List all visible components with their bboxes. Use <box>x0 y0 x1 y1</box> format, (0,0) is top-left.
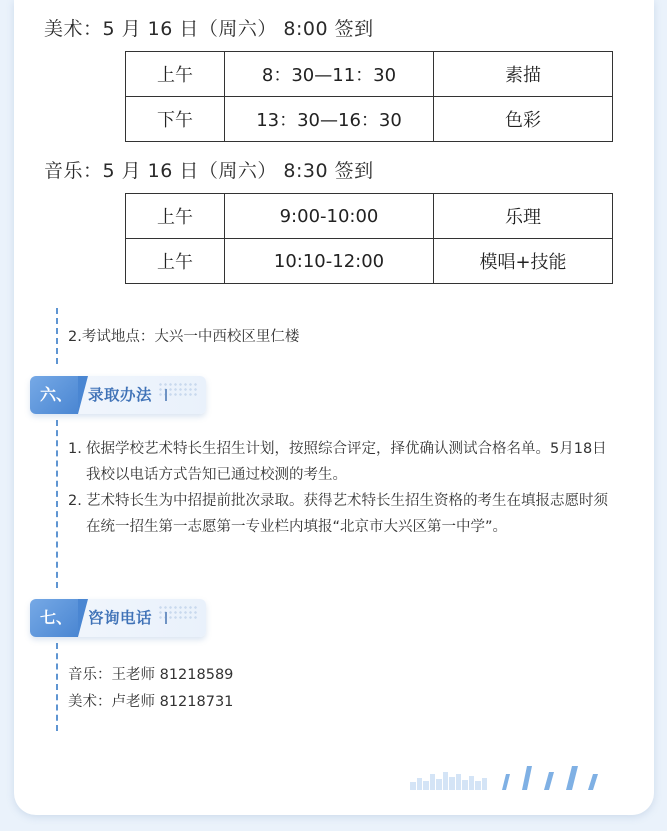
subject-cell: 乐理 <box>434 194 613 239</box>
section-title: 录取办法 <box>88 386 153 404</box>
list-item-text: 依据学校艺术特长生招生计划，按照综合评定，择优确认测试合格名单。5月18日我校以电话方式告知已通过校测的考生。 <box>86 441 607 483</box>
table-row <box>126 239 613 284</box>
badge-tail-decoration <box>78 599 88 637</box>
period-cell: 上午 <box>126 52 225 97</box>
period-cell: 下午 <box>126 97 225 142</box>
section-title: 咨询电话 <box>88 609 153 627</box>
table-row <box>126 194 613 239</box>
admission-rules-list <box>68 436 613 540</box>
dot-pattern-decoration <box>158 605 198 619</box>
subject-cell: 模唱+技能 <box>434 239 613 284</box>
subject-cell: 色彩 <box>434 97 613 142</box>
list-item <box>68 488 613 540</box>
period-cell: 上午 <box>126 239 225 284</box>
table-row <box>126 52 613 97</box>
dashed-guide <box>56 420 58 588</box>
list-item <box>68 436 613 488</box>
title-divider <box>165 389 167 401</box>
time-cell: 9:00-10:00 <box>225 194 434 239</box>
list-number: 2. <box>68 493 82 509</box>
title-divider <box>165 612 167 624</box>
contact-music: 音乐：王老师 81218589 <box>68 667 234 683</box>
subject-cell: 素描 <box>434 52 613 97</box>
table-row <box>126 97 613 142</box>
section-header-admission <box>30 376 206 414</box>
time-cell: 10:10-12:00 <box>225 239 434 284</box>
time-cell: 8：30—11：30 <box>225 52 434 97</box>
music-exam-heading: 音乐：5 月 16 日（周六） 8:30 签到 <box>44 160 374 182</box>
skyline-stripes-decoration <box>408 762 608 794</box>
list-item-text: 艺术特长生为中招提前批次录取。获得艺术特长生招生资格的考生在填报志愿时须在统一招生第一志愿第一专业栏内填报“北京市大兴区第一中学”。 <box>86 493 608 535</box>
art-schedule-table <box>125 51 613 142</box>
section-number-badge: 六、 <box>30 376 78 414</box>
time-cell: 13：30—16：30 <box>225 97 434 142</box>
music-schedule-table <box>125 193 613 284</box>
section-header-contact <box>30 599 206 637</box>
section-number-badge: 七、 <box>30 599 78 637</box>
period-cell: 上午 <box>126 194 225 239</box>
exam-location: 2.考试地点：大兴一中西校区里仁楼 <box>68 329 300 345</box>
contact-art: 美术：卢老师 81218731 <box>68 694 234 710</box>
badge-tail-decoration <box>78 376 88 414</box>
dashed-guide <box>56 643 58 731</box>
art-exam-heading: 美术：5 月 16 日（周六） 8:00 签到 <box>44 18 374 40</box>
dashed-guide <box>56 308 58 364</box>
list-number: 1. <box>68 441 82 457</box>
dot-pattern-decoration <box>158 382 198 396</box>
